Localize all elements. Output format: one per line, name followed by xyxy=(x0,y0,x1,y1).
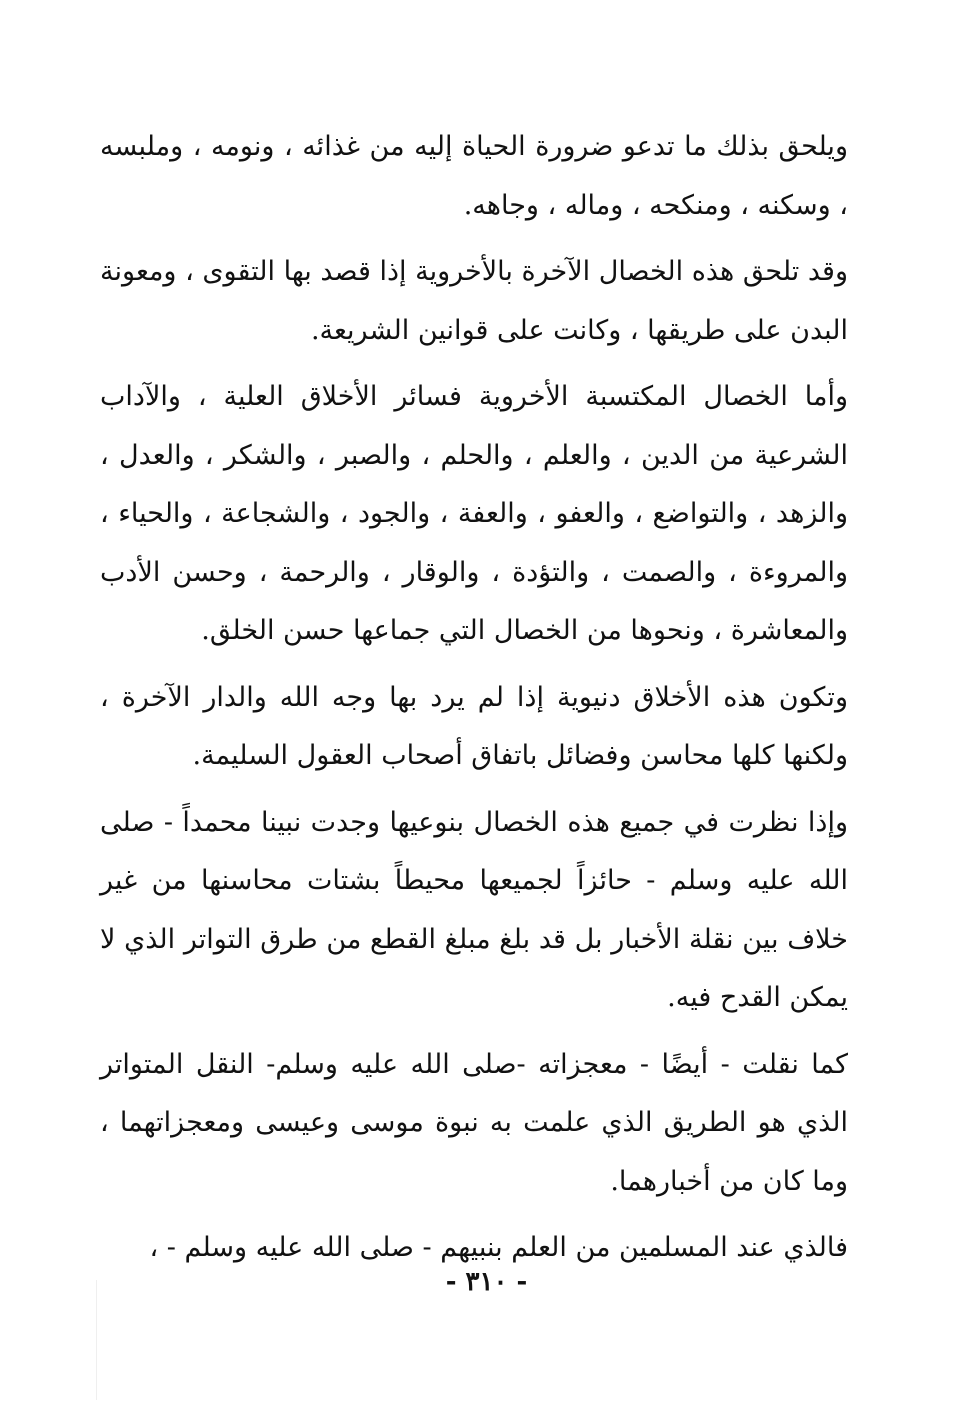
page-number: - ٣١٠ - xyxy=(445,1267,528,1297)
paragraph-2: وقد تلحق هذه الخصال الآخرة بالأخروية إذا قصد بها التقوى ، ومعونة البدن على طريقها ، وكانت على قوانين الشريعة. xyxy=(100,256,848,346)
paragraph-7: فالذي عند المسلمين من العلم بنبيهم - صلى الله عليه وسلم - ، xyxy=(149,1232,848,1263)
body-text xyxy=(100,118,848,1286)
paragraph-5: وإذا نظرت في جميع هذه الخصال بنوعيها وجدت نبينا محمداً - صلى الله عليه وسلم - حائزاً لجميعها محيطاً بشتات محاسنها من غير خلاف بين نقلة الأخبار بل قد بلغ مبلغ القطع من طرق التواتر الذي لا يمكن القدح فيه. xyxy=(100,806,848,1013)
scan-edge-line xyxy=(96,1280,97,1400)
paragraph-3: وأما الخصال المكتسبة الأخروية فسائر الأخلاق العلية ، والآداب الشرعية من الدين ، والعلم ، والحلم ، والصبر ، والشكر ، والعدل ، والزهد ، والتواضع ، والعفو ، والعفة ، والجود ، والشجاعة ، والحياء ، والمروءة ، والصمت ، والتؤدة ، والوقار ، والرحمة ، وحسن الأدب والمعاشرة ، ونحوها من الخصال التي جماعها حسن الخلق. xyxy=(100,381,848,646)
paragraph-4: وتكون هذه الأخلاق دنيوية إذا لم يرد بها وجه الله والدار الآخرة ، ولكنها كلها محاسن وفضائل باتفاق أصحاب العقول السليمة. xyxy=(100,681,848,771)
paragraph-6: كما نقلت - أيضًا - معجزاته -صلى الله عليه وسلم- النقل المتواتر الذي هو الطريق الذي علمت به نبوة موسى وعيسى ومعجزاتهما ، وما كان من أخبارهما. xyxy=(100,1048,848,1197)
paragraph-1: ويلحق بذلك ما تدعو ضرورة الحياة إليه من غذائه ، ونومه ، وملبسه ، وسكنه ، ومنكحه ، وماله ، وجاهه. xyxy=(100,131,848,221)
